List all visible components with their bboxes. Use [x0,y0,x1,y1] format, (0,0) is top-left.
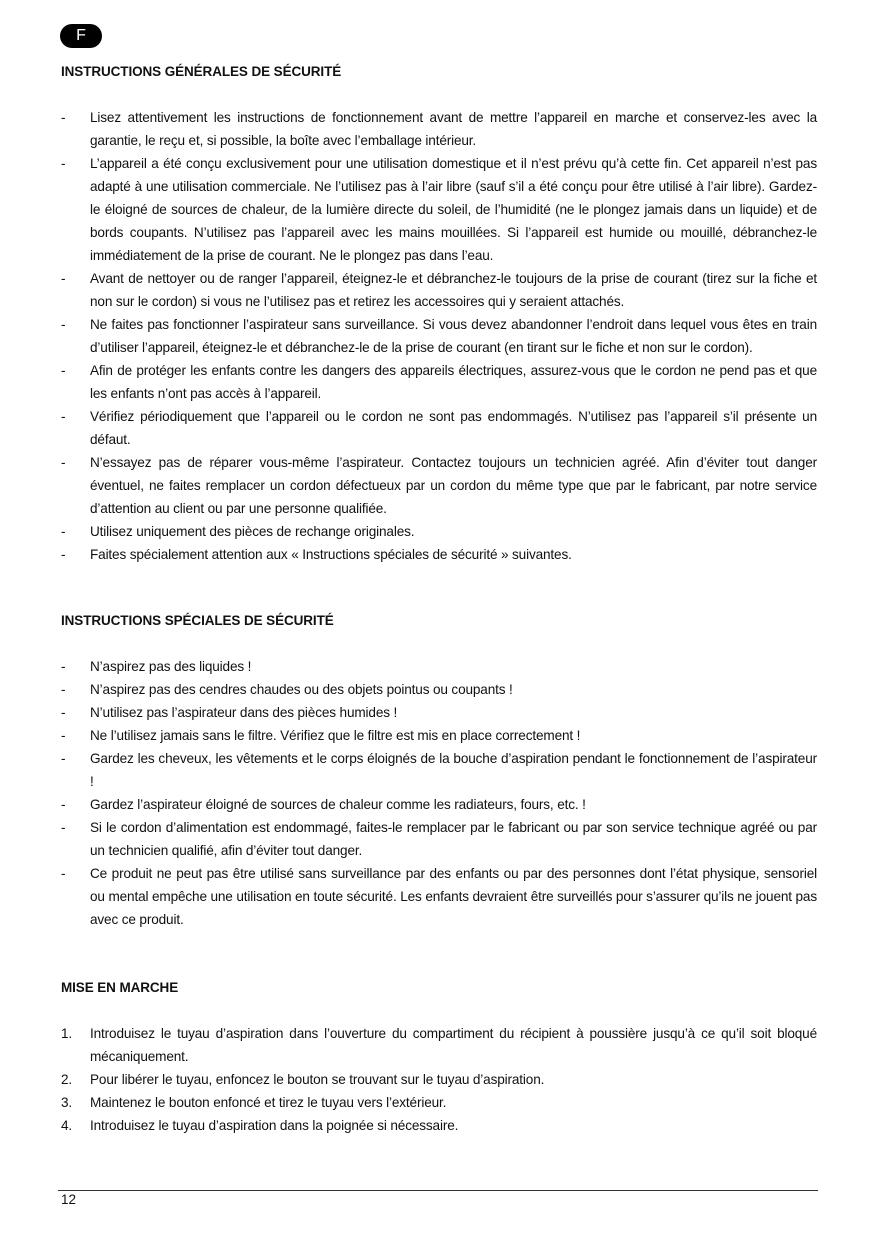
list-item-text: Si le cordon d’alimentation est endommagé, faites-le remplacer par le fabricant ou par son service technique agréé ou par un technicien qualifié, afin d’éviter tout danger. [90,820,817,858]
step-number: 4. [61,1118,73,1133]
dash-marker: - [61,455,66,470]
dash-marker: - [61,317,66,332]
list-item-text: Lisez attentivement les instructions de fonctionnement avant de mettre l’appareil en marche et conservez-les avec la garantie, le reçu et, si possible, la boîte avec l’emballage intérieur. [90,110,817,148]
list-item-text: Ne l’utilisez jamais sans le filtre. Vérifiez que le filtre est mis en place correctement ! [90,728,581,743]
list-item-text: N’essayez pas de réparer vous-même l’aspirateur. Contactez toujours un technicien agréé. Afin d’éviter tout danger éventuel, ne faites remplacer un cordon défectueux par un cordon du même type que par le fabricant, par notre service d’attention au client ou par une personne qualifiée. [90,455,817,516]
list-item-text: L’appareil a été conçu exclusivement pour une utilisation domestique et il n’est prévu qu’à cette fin. Cet appareil n’est pas adapté à une utilisation commerciale. Ne l’utilisez pas à l’air libre (sauf s’il a été conçu pour être utilisé à l’air libre). Gardez-le éloigné de sources de chaleur, de la lumière directe du soleil, de l’humidité (ne le plongez jamais dans un liquide) et de bords coupants. N’utilisez pas l’appareil avec les mains mouillées. Si l’appareil est humide ou mouillé, débranchez-le immédiatement de la prise de courant. Ne le plongez pas dans l’eau. [90,156,817,263]
list-item [61,451,817,520]
list-item-text: Gardez les cheveux, les vêtements et le corps éloignés de la bouche d’aspiration pendant le fonctionnement de l’aspirateur ! [90,751,817,789]
list-item-text: N’utilisez pas l’aspirateur dans des pièces humides ! [90,705,398,720]
dash-marker: - [61,659,66,674]
dash-marker: - [61,866,66,881]
dash-marker: - [61,705,66,720]
list-item [61,1114,817,1137]
list-item [61,1022,817,1068]
list-item-text: Vérifiez périodiquement que l’appareil ou le cordon ne sont pas endommagés. N’utilisez pas l’appareil s’il présente un défaut. [90,409,817,447]
general-safety-heading: INSTRUCTIONS GÉNÉRALES DE SÉCURITÉ [61,64,342,79]
list-item-text: Ne faites pas fonctionner l’aspirateur sans surveillance. Si vous devez abandonner l’endroit dans lequel vous êtes en train d’utiliser l’appareil, éteignez-le et débranchez-le de la prise de courant (en tirant sur le fiche et non sur le cordon). [90,317,817,355]
general-safety-list [61,106,817,566]
step-number: 1. [61,1026,73,1041]
dash-marker: - [61,797,66,812]
list-item [61,724,817,747]
dash-marker: - [61,751,66,766]
list-item [61,678,817,701]
footer-divider [58,1190,818,1191]
list-item-text: Introduisez le tuyau d’aspiration dans l’ouverture du compartiment du récipient à poussière jusqu’à ce qu’il soit bloqué mécaniquement. [90,1026,817,1064]
dash-marker: - [61,820,66,835]
list-item [61,1091,817,1114]
dash-marker: - [61,156,66,171]
step-number: 3. [61,1095,73,1110]
list-item [61,543,817,566]
list-item-text: Avant de nettoyer ou de ranger l’appareil, éteignez-le et débranchez-le toujours de la prise de courant (tirez sur la fiche et non sur le cordon) si vous ne l’utilisez pas et retirez les accessoires qui y seraient attachés. [90,271,817,309]
list-item [61,701,817,724]
language-badge: F [60,24,102,48]
list-item [61,106,817,152]
dash-marker: - [61,271,66,286]
list-item [61,793,817,816]
dash-marker: - [61,728,66,743]
dash-marker: - [61,409,66,424]
list-item-text: Afin de protéger les enfants contre les dangers des appareils électriques, assurez-vous que le cordon ne pend pas et que les enfants n’ont pas accès à l’appareil. [90,363,817,401]
list-item [61,1068,817,1091]
list-item [61,520,817,543]
dash-marker: - [61,682,66,697]
dash-marker: - [61,524,66,539]
list-item [61,359,817,405]
list-item-text: Gardez l’aspirateur éloigné de sources de chaleur comme les radiateurs, fours, etc. ! [90,797,586,812]
list-item [61,267,817,313]
dash-marker: - [61,547,66,562]
start-heading: MISE EN MARCHE [61,980,179,995]
page-number: 12 [61,1192,77,1207]
list-item [61,152,817,267]
list-item-text: N’aspirez pas des cendres chaudes ou des objets pointus ou coupants ! [90,682,513,697]
list-item [61,655,817,678]
list-item [61,747,817,793]
list-item-text: Introduisez le tuyau d’aspiration dans la poignée si nécessaire. [90,1118,459,1133]
start-steps-list [61,1022,817,1137]
list-item-text: Maintenez le bouton enfoncé et tirez le tuyau vers l’extérieur. [90,1095,447,1110]
step-number: 2. [61,1072,73,1087]
dash-marker: - [61,110,66,125]
list-item [61,405,817,451]
special-safety-heading: INSTRUCTIONS SPÉCIALES DE SÉCURITÉ [61,613,334,628]
list-item [61,862,817,931]
dash-marker: - [61,363,66,378]
special-safety-list [61,655,817,931]
list-item [61,313,817,359]
list-item-text: N’aspirez pas des liquides ! [90,659,252,674]
list-item-text: Faites spécialement attention aux « Instructions spéciales de sécurité » suivantes. [90,547,572,562]
list-item-text: Utilisez uniquement des pièces de rechange originales. [90,524,415,539]
list-item-text: Pour libérer le tuyau, enfoncez le bouton se trouvant sur le tuyau d’aspiration. [90,1072,545,1087]
list-item-text: Ce produit ne peut pas être utilisé sans surveillance par des enfants ou par des personnes dont l’état physique, sensoriel ou mental empêche une utilisation en toute sécurité. Les enfants devraient être surveillés pour s’assurer qu’ils ne jouent pas avec ce produit. [90,866,817,927]
list-item [61,816,817,862]
